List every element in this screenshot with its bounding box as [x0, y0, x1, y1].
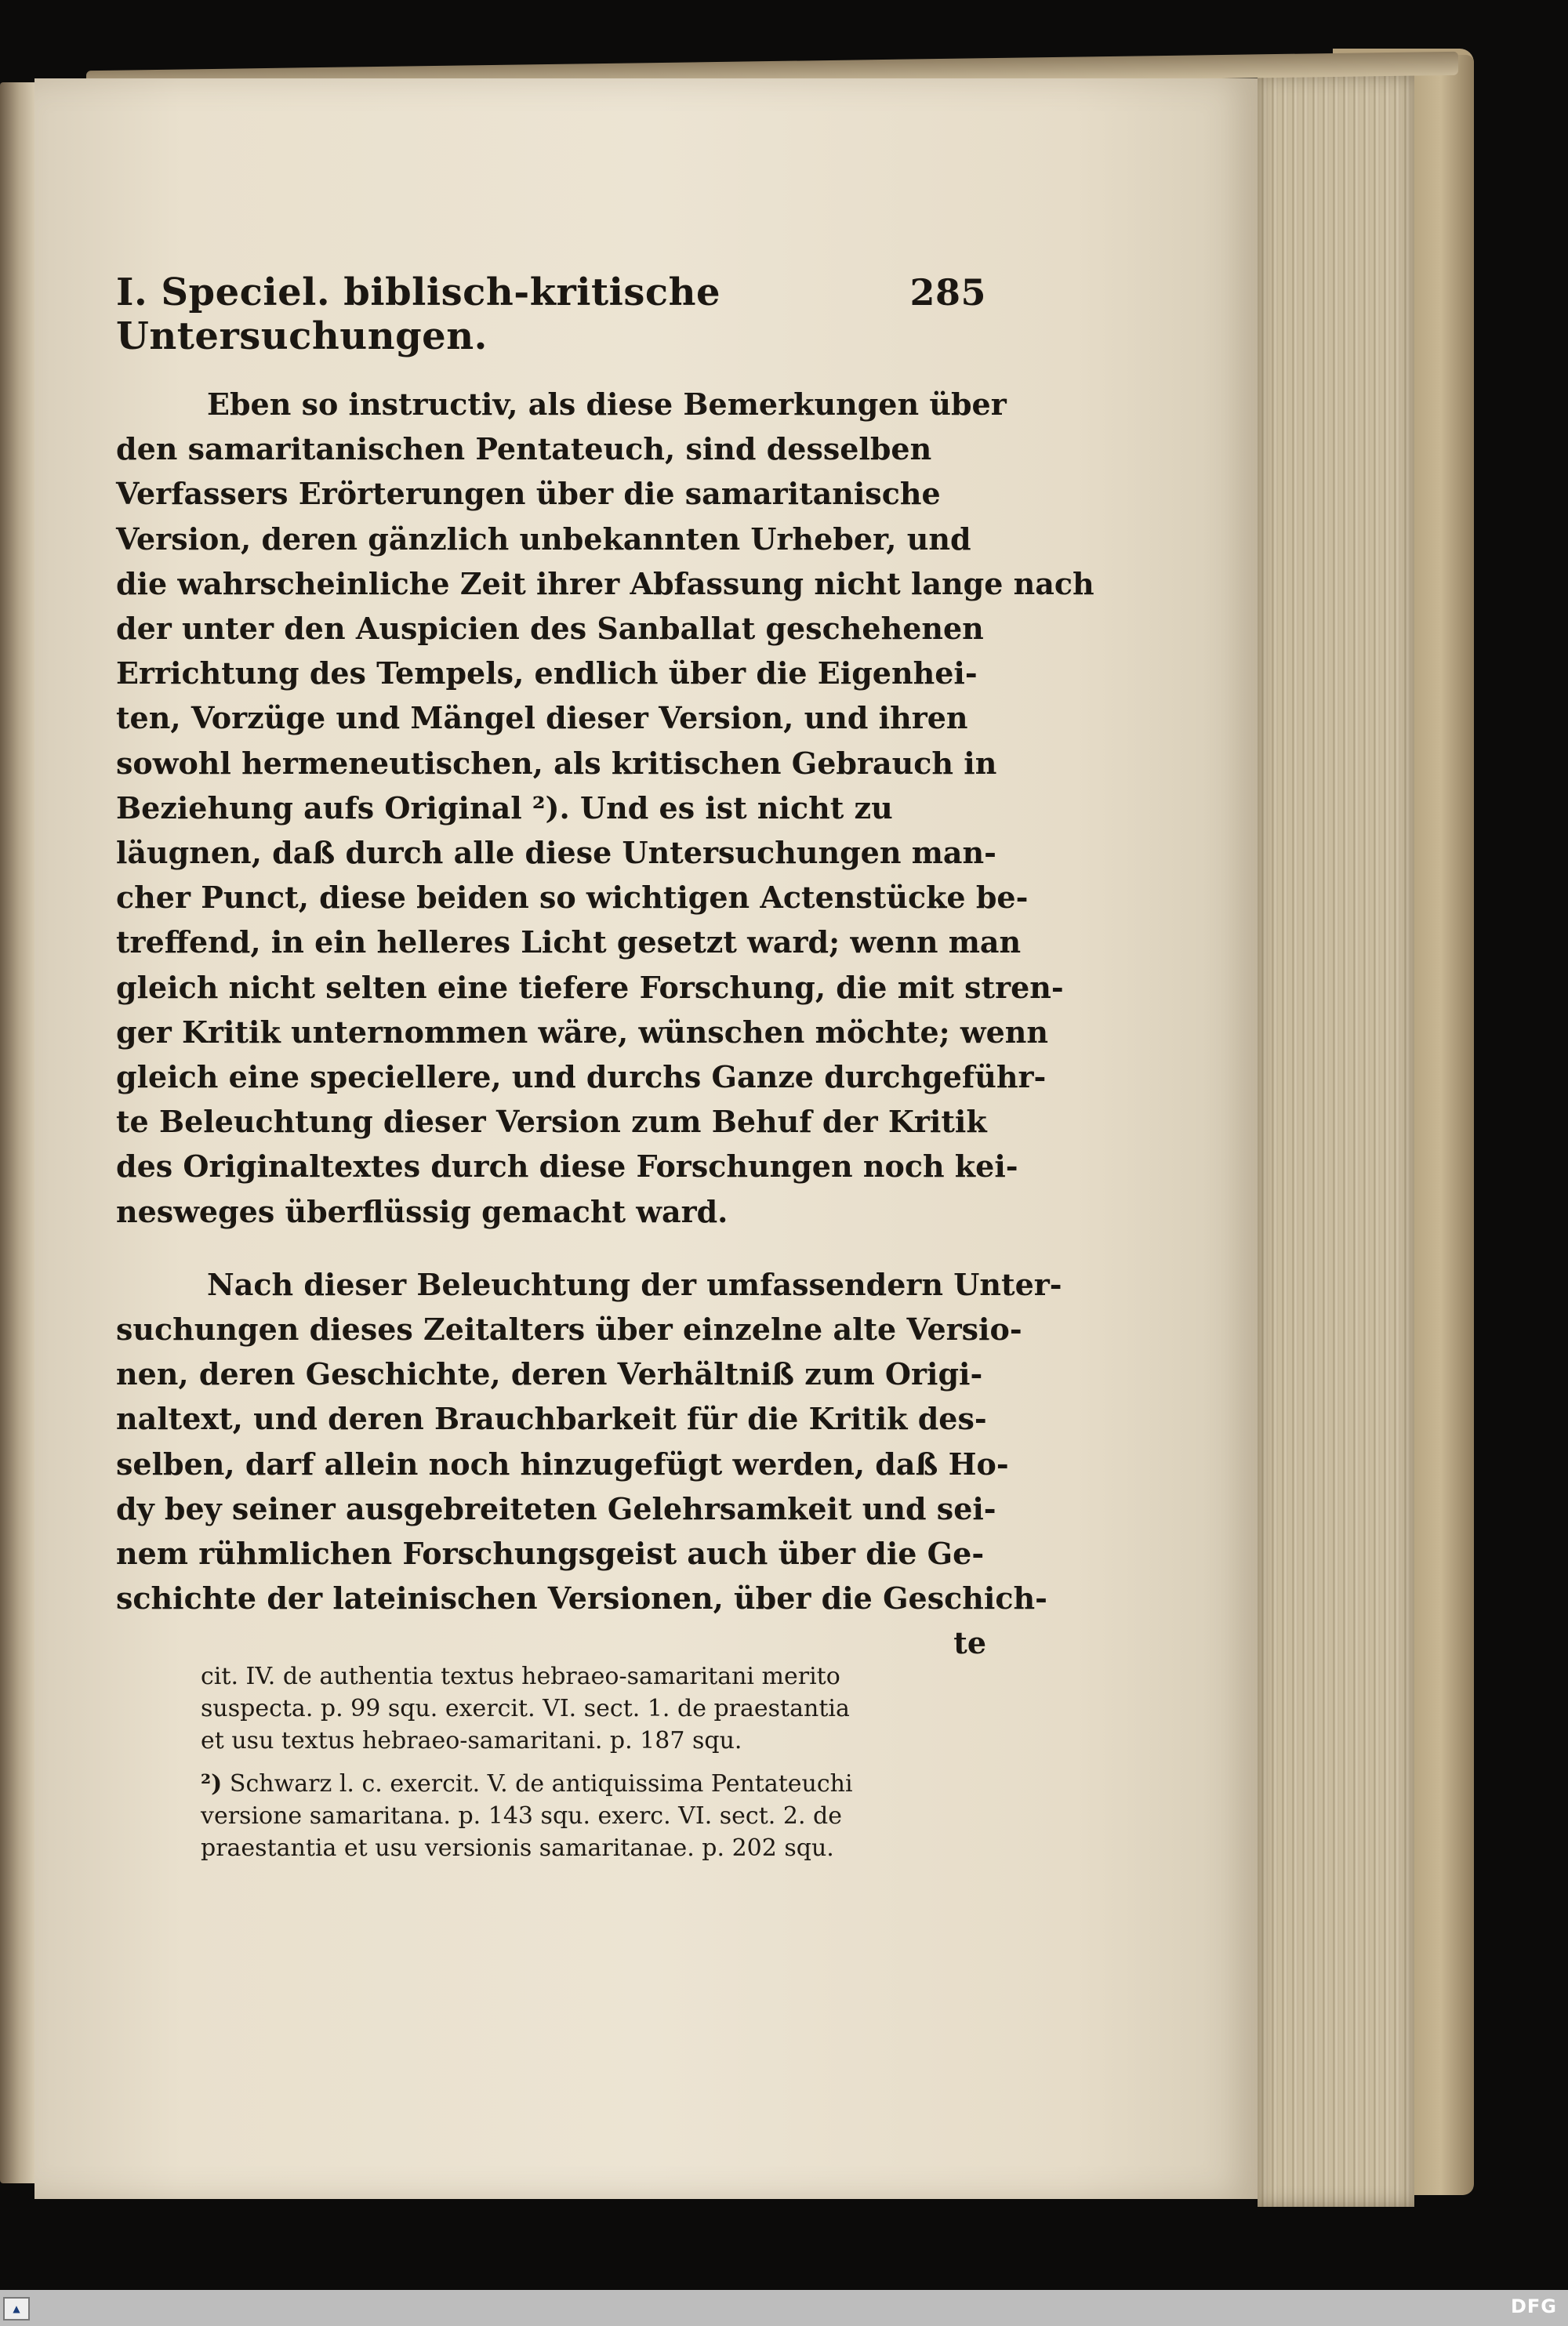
paragraph-2: [116, 1262, 1062, 1666]
text-line: naltext, und deren Brauchbarkeit für die Kritik des-: [116, 1401, 987, 1437]
footnote-marker: ²): [201, 1770, 223, 1798]
left-page-edge: [0, 82, 34, 2183]
text-line: des Originaltextes durch diese Forschungen noch kei-: [116, 1148, 1018, 1185]
footnote-line: cit. IV. de authentia textus hebraeo-samaritani merito: [201, 1663, 840, 1690]
footnote-continuation: [201, 1660, 989, 1757]
text-line: ten, Vorzüge und Mängel dieser Version, und ihren: [116, 700, 968, 736]
text-line: selben, darf allein noch hinzugefügt werden, daß Ho-: [116, 1446, 1009, 1482]
footnote-2: [201, 1768, 989, 1864]
text-line: sowohl hermeneutischen, als kritischen Gebrauch in: [116, 745, 997, 781]
viewer-footer-bar: [0, 2290, 1568, 2326]
running-head-title: I. Speciel. biblisch-kritische Untersuchungen.: [116, 270, 721, 358]
footnote-line: suspecta. p. 99 squ. exercit. VI. sect. 1. de praestantia: [201, 1695, 850, 1722]
text-line: läugnen, daß durch alle diese Untersuchungen man-: [116, 835, 996, 871]
text-line: Verfassers Erörterungen über die samaritanische: [116, 476, 941, 512]
catchword: te: [953, 1625, 986, 1661]
text-line: Errichtung des Tempels, endlich über die Eigenhei-: [116, 655, 978, 691]
text-line: nem rühmlichen Forschungsgeist auch über die Ge-: [116, 1536, 985, 1572]
text-line: dy bey seiner ausgebreiteten Gelehrsamkeit und sei-: [116, 1490, 996, 1526]
text-line: der unter den Auspicien des Sanballat geschehenen: [116, 611, 984, 647]
text-line: Beziehung aufs Original ²). Und es ist nicht zu: [116, 789, 893, 826]
footnote-line: versione samaritana. p. 143 squ. exerc. VI. sect. 2. de: [201, 1802, 842, 1830]
cover-board: [1407, 55, 1474, 2195]
footnote-line: et usu textus hebraeo-samaritani. p. 187 squ.: [201, 1727, 742, 1754]
paragraph-1: [116, 382, 1094, 1234]
footnotes: [201, 1660, 989, 1864]
page-fore-edge: [1258, 74, 1414, 2207]
text-line: nesweges überflüssig gemacht ward.: [116, 1193, 728, 1229]
text-line: nen, deren Geschichte, deren Verhältniß zum Origi-: [116, 1356, 983, 1392]
text-line: ger Kritik unternommen wäre, wünschen möchte; wenn: [116, 1014, 1049, 1050]
text-line: Eben so instructiv, als diese Bemerkungen über: [207, 386, 1007, 422]
text-line: gleich eine speciellere, und durchs Ganze durchgeführ-: [116, 1059, 1047, 1095]
page-text: [116, 270, 1094, 1666]
text-line: te Beleuchtung dieser Version zum Behuf der Kritik: [116, 1104, 987, 1140]
text-line: die wahrscheinliche Zeit ihrer Abfassung nicht lange nach: [116, 565, 1094, 601]
dfg-logo: DFG: [1510, 2295, 1557, 2317]
text-line: treffend, in ein helleres Licht gesetzt ward; wenn man: [116, 924, 1022, 960]
text-line: schichte der lateinischen Versionen, über die Geschich-: [116, 1580, 1047, 1617]
running-head: [116, 270, 986, 358]
text-line: cher Punct, diese beiden so wichtigen Actenstücke be-: [116, 880, 1029, 916]
text-line: den samaritanischen Pentateuch, sind desselben: [116, 431, 932, 467]
page-number: 285: [909, 271, 986, 314]
text-line: gleich nicht selten eine tiefere Forschung, die mit stren-: [116, 969, 1064, 1005]
footnote-line: praestantia et usu versionis samaritanae. p. 202 squ.: [201, 1834, 834, 1862]
footnote-line: [201, 1768, 989, 1800]
text-line: Version, deren gänzlich unbekannten Urheber, und: [116, 521, 971, 557]
text-line: Nach dieser Beleuchtung der umfassendern Unter-: [207, 1266, 1062, 1302]
library-logo-icon: ▲: [3, 2297, 30, 2321]
text-line: suchungen dieses Zeitalters über einzelne alte Versio-: [116, 1312, 1022, 1348]
footnote-text: Schwarz l. c. exercit. V. de antiquissima Pentateuchi: [229, 1770, 853, 1798]
